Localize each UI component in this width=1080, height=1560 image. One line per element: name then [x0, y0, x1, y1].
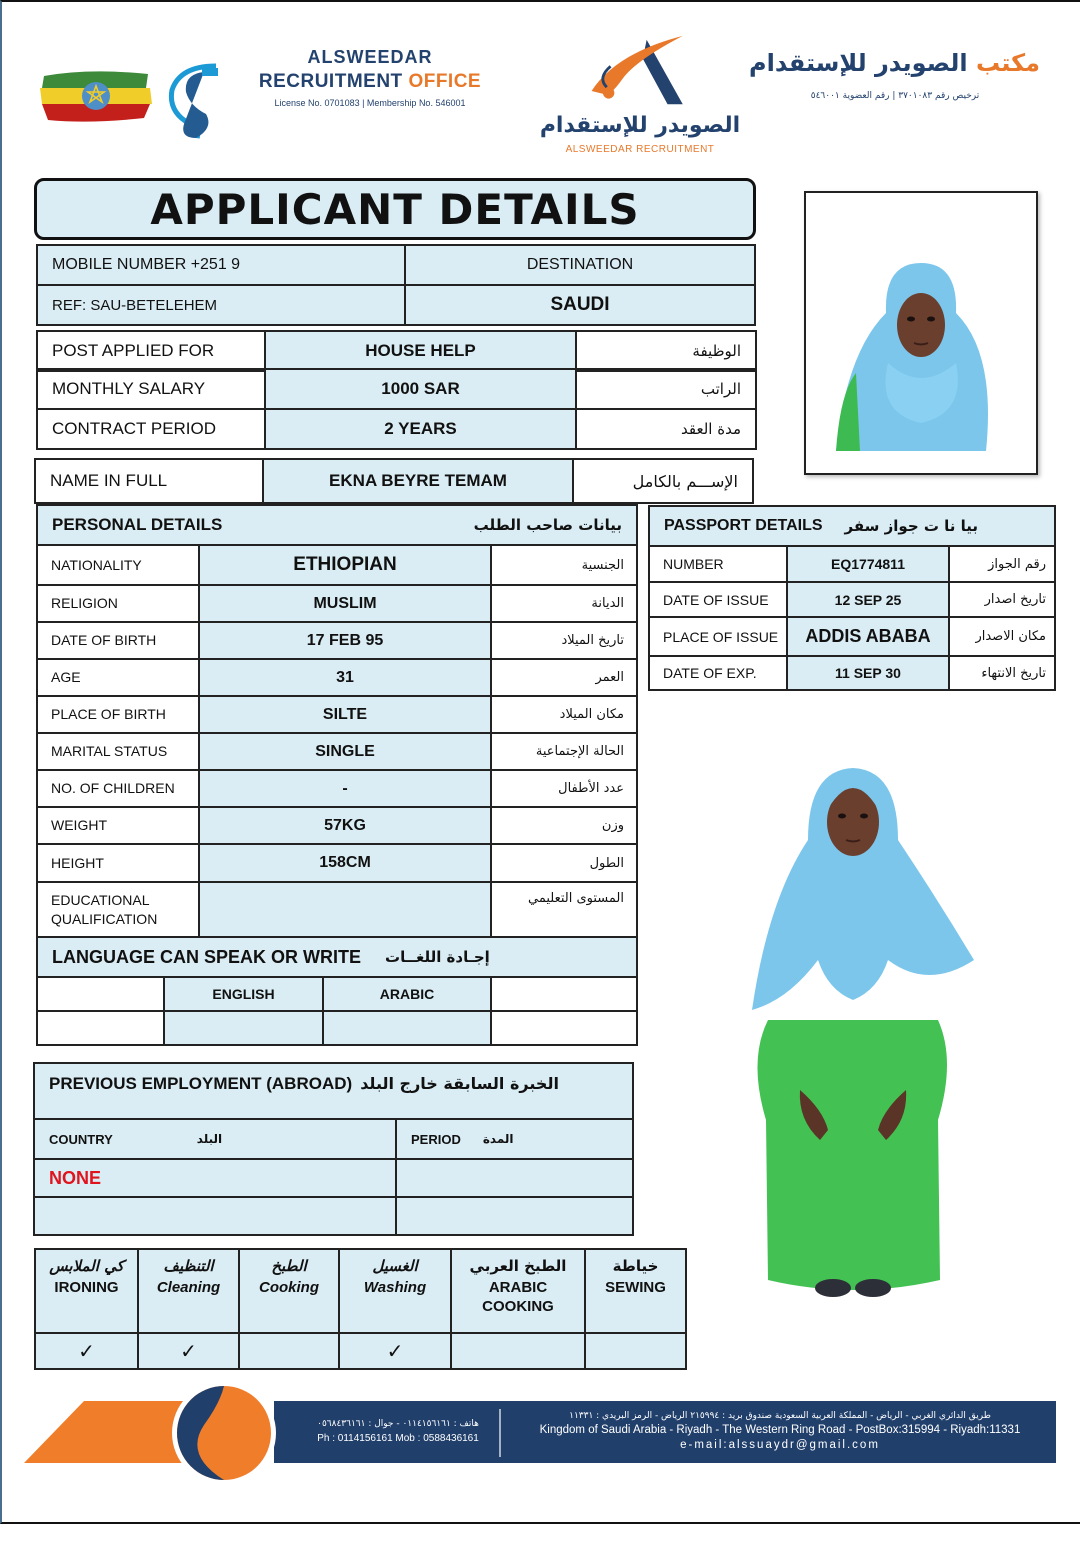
personal-row-label: DATE OF BIRTH [36, 621, 200, 660]
passport-row-label-ar: تاريخ اصدار [948, 581, 1056, 618]
personal-row-label-ar: المستوى التعليمي [490, 881, 638, 938]
employment-period-header: PERIOD المدة [395, 1118, 634, 1160]
employment-period-value [395, 1158, 634, 1198]
personal-row-label-ar: الديانة [490, 584, 638, 623]
footer-address-ar: طريق الدائري الغربي - الرياض - المملكة العربية السعودية صندوق بريد : ٢١٥٩٩٤ الرياض - الرمز البريدي : ١١٣٣١ [569, 1411, 991, 1422]
skill-check-cell[interactable] [238, 1332, 340, 1370]
employment-title: PREVIOUS EMPLOYMENT (ABROAD) [49, 1074, 353, 1093]
skill-header-cooking [238, 1248, 340, 1334]
job-row-label: CONTRACT PERIOD [36, 408, 266, 450]
passport-title: PASSPORT DETAILS [664, 517, 823, 534]
skill-label-en: IRONING [54, 1279, 119, 1296]
mobile-number: MOBILE NUMBER +251 9 [36, 244, 406, 286]
footer-email[interactable]: e-mail:alssuaydr@gmail.com [680, 1439, 880, 1452]
personal-row-label-ar: وزن [490, 806, 638, 845]
passport-row-label-ar: رقم الجواز [948, 545, 1056, 583]
language-col-english: ENGLISH [163, 976, 324, 1012]
passport-row-value: EQ1774811 [786, 545, 950, 583]
s-logo-icon [160, 62, 222, 140]
skill-label-en: Cleaning [156, 1279, 221, 1296]
logo-arabic-name: الصويدر للإستقدام [539, 113, 741, 138]
license-line-ar: ترخيص رقم ٣٧٠١٠٨٣ | رقم العضوية ٥٤٦٠٠١ [810, 91, 980, 101]
personal-row-label: WEIGHT [36, 806, 200, 845]
passport-row-value: ADDIS ABABA [786, 616, 950, 657]
personal-row-label: AGE [36, 658, 200, 697]
personal-row-label: PLACE OF BIRTH [36, 695, 200, 734]
applicant-portrait-photo [804, 191, 1038, 475]
personal-details-title-ar: بيانات صاحب الطلب [473, 516, 622, 534]
name-label: NAME IN FULL [34, 458, 264, 504]
passport-row-label-ar: تاريخ الانتهاء [948, 655, 1056, 691]
skill-label-ar: الطبخ العربي [469, 1257, 567, 1275]
passport-title-ar: بيا نا ت جواز سفر [844, 517, 979, 535]
skill-header-arabic-cooking [450, 1248, 586, 1334]
skill-label-ar: التنظيف [163, 1257, 214, 1275]
personal-row-label-ar: العمر [490, 658, 638, 697]
personal-row-value: 31 [198, 658, 492, 697]
language-blank-cell [490, 1010, 638, 1046]
skill-label-ar: كي الملابس [49, 1257, 124, 1275]
personal-row-value: - [198, 769, 492, 808]
skill-label-en: Cooking [259, 1279, 319, 1296]
language-blank-cell [36, 1010, 165, 1046]
ethiopia-flag-icon [40, 68, 152, 124]
footer-phone-ar: هاتف : ٠١١٤١٥٦١٦١ - جوال : ٠٥٦٨٤٣٦١٦١ [317, 1419, 479, 1430]
skill-label-ar: الغسيل [372, 1257, 418, 1275]
passport-row-value: 12 SEP 25 [786, 581, 950, 618]
language-blank-cell [490, 976, 638, 1012]
personal-row-value: 57KG [198, 806, 492, 845]
reference-number: REF: SAU-BETELEHEM [36, 284, 406, 326]
english-level-cell [163, 1010, 324, 1046]
logo-english-name: ALSWEEDAR RECRUITMENT [565, 144, 715, 155]
destination-value: SAUDI [404, 284, 756, 326]
employment-header [33, 1062, 634, 1120]
passport-header [648, 505, 1056, 547]
language-blank-cell [36, 976, 165, 1012]
license-line: License No. 0701083 | Membership No. 546001 [274, 98, 466, 108]
personal-row-label-ar: عدد الأطفال [490, 769, 638, 808]
checkmark-icon[interactable]: ✓ [137, 1332, 240, 1370]
personal-row-label: RELIGION [36, 584, 200, 623]
personal-row-label: NATIONALITY [36, 544, 200, 586]
footer-address-en: Kingdom of Saudi Arabia - Riyadh - The Western Ring Road - PostBox:315994 - Riyadh:11331 [539, 1423, 1021, 1436]
company-name-en-line1: ALSWEEDAR [307, 47, 433, 67]
passport-row-label: NUMBER [648, 545, 788, 583]
company-name-en-recruitment: RECRUITMENT [258, 71, 403, 92]
personal-row-label-ar: الطول [490, 843, 638, 883]
personal-row-value [198, 881, 492, 938]
employment-title-ar: الخبرة السابقة خارج البلد [360, 1074, 559, 1093]
personal-details-header [36, 504, 638, 546]
skill-check-cell[interactable] [584, 1332, 687, 1370]
skill-header-ironing [34, 1248, 139, 1334]
checkmark-icon[interactable]: ✓ [338, 1332, 452, 1370]
name-label-ar: الإســـم بالكامل [572, 458, 754, 504]
destination-label: DESTINATION [404, 244, 756, 286]
page-title: APPLICANT DETAILS [150, 184, 640, 234]
language-title-ar: إجـادة اللغــات [385, 948, 490, 966]
skill-label-ar: الطبخ [271, 1257, 307, 1275]
job-row-value: 2 YEARS [264, 408, 577, 450]
footer-phone-block [300, 1401, 496, 1463]
job-row-label-ar: الراتب [575, 368, 757, 410]
personal-row-value: ETHIOPIAN [198, 544, 492, 586]
personal-row-label-ar: تاريخ الميلاد [490, 621, 638, 660]
language-col-arabic: ARABIC [322, 976, 492, 1012]
page-title-box [34, 178, 756, 240]
language-title: LANGUAGE CAN SPEAK OR WRITE [52, 946, 362, 967]
passport-row-value: 11 SEP 30 [786, 655, 950, 691]
passport-row-label-ar: مكان الاصدار [948, 616, 1056, 657]
personal-row-label-ar: الجنسية [490, 544, 638, 586]
company-name-en-office: OFFICE [408, 71, 482, 92]
personal-row-value: MUSLIM [198, 584, 492, 623]
skill-header-washing [338, 1248, 452, 1334]
personal-row-label: EDUCATIONAL QUALIFICATION [36, 881, 200, 938]
skill-header-sewing [584, 1248, 687, 1334]
passport-row-label: DATE OF ISSUE [648, 581, 788, 618]
company-name-ar-main: الصويدر للإستقدام [749, 49, 968, 77]
job-row-label: POST APPLIED FOR [36, 330, 266, 372]
skill-label-en: Washing [363, 1279, 427, 1296]
personal-row-label-ar: الحالة الإجتماعية [490, 732, 638, 771]
skill-label-en: SEWING [605, 1279, 666, 1296]
job-row-label-ar: الوظيفة [575, 330, 757, 372]
skill-label-en: ARABIC COOKING [482, 1279, 554, 1315]
company-name-ar-prefix: مكتب [975, 49, 1040, 77]
job-row-value: 1000 SAR [264, 368, 577, 410]
personal-row-label-ar: مكان الميلاد [490, 695, 638, 734]
language-header [36, 936, 638, 978]
employment-blank-cell [395, 1196, 634, 1236]
personal-row-value: SILTE [198, 695, 492, 734]
skill-check-cell[interactable] [450, 1332, 586, 1370]
personal-row-label: HEIGHT [36, 843, 200, 883]
personal-row-value: 17 FEB 95 [198, 621, 492, 660]
passport-row-label: DATE OF EXP. [648, 655, 788, 691]
personal-row-value: 158CM [198, 843, 492, 883]
employment-blank-cell [33, 1196, 397, 1236]
skill-header-cleaning [137, 1248, 240, 1334]
employment-country-header: COUNTRY البلد [33, 1118, 397, 1160]
employment-country-value: NONE [33, 1158, 397, 1198]
alsweedar-a-logo-icon [585, 34, 695, 110]
checkmark-icon[interactable]: ✓ [34, 1332, 139, 1370]
job-row-label-ar: مدة العقد [575, 408, 757, 450]
passport-row-label: PLACE OF ISSUE [648, 616, 788, 657]
skill-label-ar: خياطة [612, 1257, 659, 1275]
arabic-level-cell [322, 1010, 492, 1046]
applicant-full-body-photo [728, 760, 978, 1320]
personal-details-title: PERSONAL DETAILS [52, 515, 223, 534]
personal-row-label: MARITAL STATUS [36, 732, 200, 771]
job-row-label: MONTHLY SALARY [36, 368, 266, 410]
footer-phone-en: Ph : 0114156161 Mob : 0588436161 [317, 1433, 479, 1445]
name-value: EKNA BEYRE TEMAM [262, 458, 574, 504]
personal-row-value: SINGLE [198, 732, 492, 771]
job-row-value: HOUSE HELP [264, 330, 577, 372]
personal-row-label: NO. OF CHILDREN [36, 769, 200, 808]
footer-address-block [504, 1401, 1056, 1463]
